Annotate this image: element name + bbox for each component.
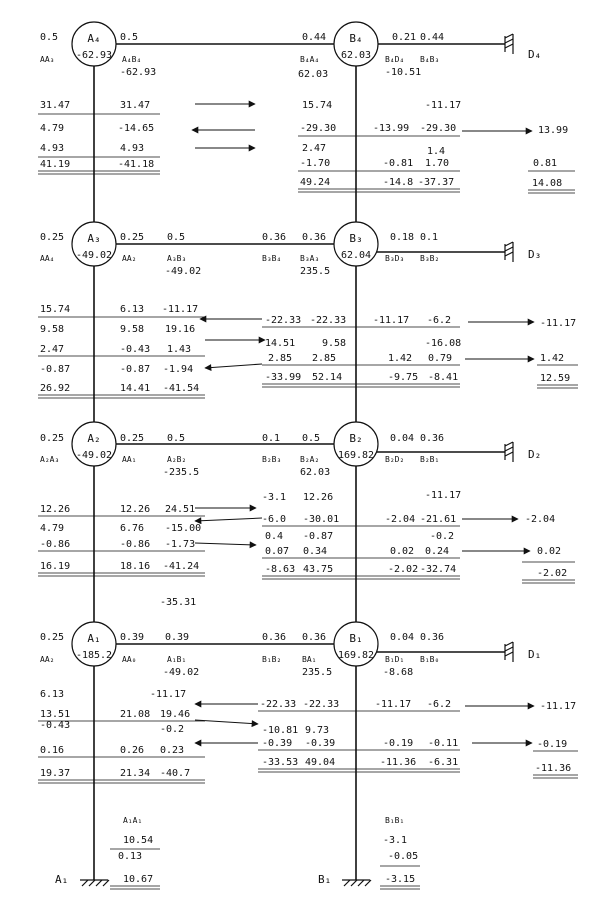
moment-value-t159: -11.17 <box>540 701 577 712</box>
fixed-supports <box>505 34 513 662</box>
moment-value-t70: 2.85 <box>268 353 293 364</box>
moment-value-t89: 0.1 <box>262 433 281 444</box>
moment-value-t82: 12.59 <box>540 373 571 384</box>
moment-value-t73: 0.79 <box>428 353 453 364</box>
moment-value-t123: 0.34 <box>303 546 328 557</box>
moment-value-t115: -15.00 <box>165 523 202 534</box>
moment-value-t12: -10.51 <box>385 67 422 78</box>
moment-value-t10: B₄B₃ <box>420 55 440 64</box>
moment-value-t46: A₃B₃ <box>167 254 187 263</box>
moment-value-t153: 6.13 <box>40 689 65 700</box>
moment-value-t121: -1.73 <box>165 539 196 550</box>
moment-value-t125: 0.24 <box>425 546 450 557</box>
moment-value-t92: 0.36 <box>420 433 445 444</box>
moment-value-t13: 31.47 <box>40 100 71 111</box>
moment-value-t24: 4.93 <box>120 143 145 154</box>
moment-value-t58: -11.17 <box>373 315 410 326</box>
moment-value-t33: 49.24 <box>300 177 331 188</box>
moment-value-t131: 43.75 <box>303 564 334 575</box>
moment-value-t155: -22.33 <box>260 699 297 710</box>
moment-value-t140: 0.36 <box>302 632 327 643</box>
moment-value-t99: B₂B₁ <box>420 455 440 464</box>
moment-value-t170: -0.11 <box>428 738 459 749</box>
moment-value-t61: 9.58 <box>40 324 65 335</box>
moment-value-t94: AA₁ <box>122 455 137 464</box>
moment-value-t79: 52.14 <box>312 372 343 383</box>
joint-b4-moment: 62.03 <box>340 50 372 61</box>
joint-b4 <box>334 22 378 66</box>
moment-value-t116: 0.4 <box>265 531 284 542</box>
moment-value-t147: BA₁ <box>302 655 317 664</box>
moment-value-t109: -30.01 <box>303 514 340 525</box>
moment-value-t135: -35.31 <box>160 597 197 608</box>
joint-b4-label: B₄ <box>349 32 363 45</box>
moment-value-t62: 9.58 <box>120 324 145 335</box>
moment-value-t104: 12.26 <box>303 492 334 503</box>
moment-value-t15: 15.74 <box>302 100 333 111</box>
moment-value-t111: -21.61 <box>420 514 457 525</box>
moment-value-t108: -6.0 <box>262 514 287 525</box>
moment-value-t106: 12.26 <box>120 504 151 515</box>
moment-value-t139: 0.36 <box>262 632 287 643</box>
moment-value-t107: 24.51 <box>165 504 196 515</box>
joint-a1 <box>72 622 116 666</box>
moment-value-t59: -6.2 <box>427 315 452 326</box>
moment-value-t50: B₃B₂ <box>420 254 440 263</box>
moment-value-t7: 0.44 <box>420 32 445 43</box>
moment-value-t187: B₁B₁ <box>385 816 405 825</box>
joint-a4-moment: -62.93 <box>75 50 113 61</box>
moment-value-t30: -0.81 <box>383 158 414 169</box>
moment-value-t96: B₂B₃ <box>262 455 282 464</box>
moment-value-t190: -3.15 <box>385 874 416 885</box>
moment-value-t103: -3.1 <box>262 492 287 503</box>
moment-value-t102: -11.17 <box>425 490 462 501</box>
moment-value-t21: -29.30 <box>420 123 457 134</box>
joint-a4 <box>72 22 116 66</box>
moment-value-t55: -11.17 <box>162 304 199 315</box>
moment-value-t3: A₄B₄ <box>122 55 142 64</box>
moment-value-t175: -33.53 <box>262 757 299 768</box>
moment-value-t112: -2.04 <box>525 514 556 525</box>
moment-value-t16: -11.17 <box>425 100 462 111</box>
moment-value-t63: 19.16 <box>165 324 196 335</box>
moment-value-t54: 6.13 <box>120 304 145 315</box>
moment-value-t95: A₂B₂ <box>167 455 187 464</box>
moment-value-t9: B₄D₄ <box>385 55 405 64</box>
moment-value-t56: -22.33 <box>265 315 302 326</box>
moment-value-t20: -13.99 <box>373 123 410 134</box>
joint-b1 <box>334 622 378 666</box>
moment-value-t37: 0.25 <box>40 232 65 243</box>
moment-value-t166: 9.73 <box>305 725 330 736</box>
moment-value-t76: -0.87 <box>120 364 151 375</box>
moment-value-t143: AA₂ <box>40 655 55 664</box>
moment-value-t38: 0.25 <box>120 232 145 243</box>
moment-value-t152: -8.68 <box>383 667 414 678</box>
moment-value-t184: 10.54 <box>123 835 154 846</box>
moment-value-t68: -0.43 <box>120 344 151 355</box>
moment-value-t161: 21.08 <box>120 709 151 720</box>
moment-value-t11: 62.03 <box>298 69 329 80</box>
moment-value-t87: 0.25 <box>120 433 145 444</box>
support-d3-hatch <box>505 242 513 262</box>
moment-value-t154: -11.17 <box>150 689 187 700</box>
moment-value-t90: 0.5 <box>302 433 321 444</box>
moment-value-t71: 2.85 <box>312 353 337 364</box>
moment-value-t19: -29.30 <box>300 123 337 134</box>
moment-value-t17: 4.79 <box>40 123 65 134</box>
moment-value-t156: -22.33 <box>303 699 340 710</box>
moment-value-t185: 0.13 <box>118 851 143 862</box>
moment-value-t178: -6.31 <box>428 757 459 768</box>
support-d4-hatch <box>505 34 513 54</box>
moment-value-t32: 0.81 <box>533 158 558 169</box>
moment-value-t25: 2.47 <box>302 143 327 154</box>
moment-value-t27: 41.19 <box>40 159 71 170</box>
moment-value-t168: -0.39 <box>305 738 336 749</box>
joint-b1-label: B₁ <box>349 632 363 645</box>
moment-value-t169: -0.19 <box>383 738 414 749</box>
moment-value-t167: -0.39 <box>262 738 293 749</box>
moment-value-t28: -41.18 <box>118 159 155 170</box>
joint-b2-moment: 169.82 <box>337 450 375 461</box>
joint-a1-label: A₁ <box>87 632 101 645</box>
moment-value-t6: 0.21 <box>392 32 417 43</box>
moment-value-t122: 0.07 <box>265 546 290 557</box>
moment-value-t72: 1.42 <box>388 353 413 364</box>
joint-b3 <box>334 222 378 266</box>
moment-value-t39: 0.5 <box>167 232 186 243</box>
moment-value-t101: 62.03 <box>300 467 331 478</box>
moment-value-t114: 6.76 <box>120 523 145 534</box>
moment-value-t172: 0.16 <box>40 745 65 756</box>
joint-a3-moment: -49.02 <box>75 250 113 261</box>
moment-value-t138: 0.39 <box>165 632 190 643</box>
moment-value-t137: 0.39 <box>120 632 145 643</box>
moment-value-t132: -2.02 <box>388 564 419 575</box>
moment-value-t145: A₁B₁ <box>167 655 187 664</box>
moment-value-t34: -14.8 <box>383 177 414 188</box>
moment-value-t49: B₃D₃ <box>385 254 405 263</box>
joint-b3-label: B₃ <box>349 232 363 245</box>
moment-value-t148: B₁D₁ <box>385 655 405 664</box>
moment-value-t40: 0.36 <box>262 232 287 243</box>
moment-value-t189: -0.05 <box>388 851 419 862</box>
moment-value-t29: -1.70 <box>300 158 331 169</box>
support-d2-label: D₂ <box>528 448 542 461</box>
moment-value-t65: 9.58 <box>322 338 347 349</box>
moment-value-t2: AA₃ <box>40 55 55 64</box>
moment-value-t45: AA₂ <box>122 254 137 263</box>
moment-value-t181: 21.34 <box>120 768 151 779</box>
moment-value-t78: -33.99 <box>265 372 302 383</box>
moment-value-t85: -41.54 <box>163 383 200 394</box>
joint-b1-moment: 169.82 <box>337 650 375 661</box>
support-d1-label: D₁ <box>528 648 542 661</box>
moment-value-t51: -49.02 <box>165 266 202 277</box>
moment-value-t41: 0.36 <box>302 232 327 243</box>
moment-value-t164: -0.2 <box>160 724 185 735</box>
moment-value-t142: 0.36 <box>420 632 445 643</box>
moment-value-t98: B₂D₂ <box>385 455 405 464</box>
moment-value-t176: 49.04 <box>305 757 336 768</box>
joint-a4-label: A₄ <box>87 32 101 45</box>
moment-value-t5: 0.44 <box>302 32 327 43</box>
moment-value-t134: -2.02 <box>537 568 568 579</box>
moment-value-t48: B₃A₃ <box>300 254 320 263</box>
moment-value-t144: AA₀ <box>122 655 137 664</box>
moment-value-t66: -16.08 <box>425 338 462 349</box>
moment-value-t44: AA₄ <box>40 254 55 263</box>
moment-value-t83: 26.92 <box>40 383 71 394</box>
support-d3-label: D₃ <box>528 248 542 261</box>
moment-value-t151: 235.5 <box>302 667 333 678</box>
moment-value-t105: 12.26 <box>40 504 71 515</box>
moment-value-t171: -0.19 <box>537 739 568 750</box>
support-d1-hatch <box>505 642 513 662</box>
base-a-label: A₁ <box>55 873 69 886</box>
moment-value-t146: B₁B₂ <box>262 655 282 664</box>
support-d4-label: D₄ <box>528 48 542 61</box>
moment-value-t162: 19.46 <box>160 709 191 720</box>
moment-value-t86: 0.25 <box>40 433 65 444</box>
joint-a1-moment: -185.2 <box>75 650 113 661</box>
moment-value-t113: 4.79 <box>40 523 65 534</box>
moment-value-t157: -11.17 <box>375 699 412 710</box>
moment-value-t128: 18.16 <box>120 561 151 572</box>
moment-value-t43: 0.1 <box>420 232 439 243</box>
moment-value-t163: -0.43 <box>40 720 71 731</box>
moment-value-t64: 14.51 <box>265 338 296 349</box>
moment-value-t117: -0.87 <box>303 531 334 542</box>
moment-value-t74: 1.42 <box>540 353 565 364</box>
moment-value-t22: 13.99 <box>538 125 569 136</box>
moment-value-t1: 0.5 <box>120 32 139 43</box>
joint-a2 <box>72 422 116 466</box>
moment-value-t4: -62.93 <box>120 67 157 78</box>
moment-value-t53: 15.74 <box>40 304 71 315</box>
joint-a2-moment: -49.02 <box>75 450 113 461</box>
joint-b3-moment: 62.04 <box>340 250 372 261</box>
moment-value-t100: -235.5 <box>163 467 200 478</box>
moment-value-t186: 10.67 <box>123 874 154 885</box>
moment-value-t160: 13.51 <box>40 709 71 720</box>
moment-value-t23: 4.93 <box>40 143 65 154</box>
moment-value-t118: -0.2 <box>430 531 455 542</box>
moment-value-t93: A₂A₃ <box>40 455 60 464</box>
moment-value-t180: 19.37 <box>40 768 71 779</box>
support-d2-hatch <box>505 442 513 462</box>
moment-value-t75: -0.87 <box>40 364 71 375</box>
moment-value-t60: -11.17 <box>540 318 577 329</box>
moment-value-t141: 0.04 <box>390 632 415 643</box>
moment-value-t47: B₃B₄ <box>262 254 282 263</box>
moment-value-t8: B₄A₄ <box>300 55 320 64</box>
moment-value-t31: 1.70 <box>425 158 450 169</box>
moment-value-t91: 0.04 <box>390 433 415 444</box>
moment-value-t26: 1.4 <box>427 146 446 157</box>
moment-value-t67: 2.47 <box>40 344 65 355</box>
joint-b2-label: B₂ <box>349 432 363 445</box>
moment-value-t14: 31.47 <box>120 100 151 111</box>
joint-a3-label: A₃ <box>87 232 101 245</box>
moment-value-t174: 0.23 <box>160 745 185 756</box>
base-b-label: B₁ <box>318 873 332 886</box>
moment-value-t183: A₁A₁ <box>123 816 143 825</box>
moment-value-t173: 0.26 <box>120 745 145 756</box>
moment-value-t0: 0.5 <box>40 32 59 43</box>
moment-value-t42: 0.18 <box>390 232 415 243</box>
moment-value-t124: 0.02 <box>390 546 415 557</box>
moment-value-t129: -41.24 <box>163 561 200 572</box>
moment-value-t88: 0.5 <box>167 433 186 444</box>
moment-value-t57: -22.33 <box>310 315 347 326</box>
moment-value-t120: -0.86 <box>120 539 151 550</box>
moment-value-t77: -1.94 <box>163 364 194 375</box>
moment-value-t165: -10.81 <box>262 725 299 736</box>
moment-value-t81: -8.41 <box>428 372 459 383</box>
moment-value-t127: 16.19 <box>40 561 71 572</box>
joint-a2-label: A₂ <box>87 432 101 445</box>
moment-value-t119: -0.86 <box>40 539 71 550</box>
moment-value-t52: 235.5 <box>300 266 331 277</box>
moment-value-t84: 14.41 <box>120 383 151 394</box>
joint-a3 <box>72 222 116 266</box>
moment-value-t69: 1.43 <box>167 344 192 355</box>
moment-value-t110: -2.04 <box>385 514 416 525</box>
moment-value-t149: B₁B₀ <box>420 655 440 664</box>
moment-value-t182: -40.7 <box>160 768 191 779</box>
moment-value-t150: -49.02 <box>163 667 200 678</box>
moment-value-t130: -8.63 <box>265 564 296 575</box>
moment-value-t35: -37.37 <box>418 177 455 188</box>
moment-value-t177: -11.36 <box>380 757 417 768</box>
moment-value-t158: -6.2 <box>427 699 452 710</box>
moment-value-t80: -9.75 <box>388 372 419 383</box>
moment-value-t136: 0.25 <box>40 632 65 643</box>
moment-value-t188: -3.1 <box>383 835 408 846</box>
moment-value-t18: -14.65 <box>118 123 155 134</box>
moment-value-t126: 0.02 <box>537 546 562 557</box>
moment-value-t179: -11.36 <box>535 763 572 774</box>
joint-b2 <box>334 422 378 466</box>
moment-value-t133: -32.74 <box>420 564 457 575</box>
moment-value-t97: B₂A₂ <box>300 455 320 464</box>
moment-value-t36: 14.08 <box>532 178 563 189</box>
